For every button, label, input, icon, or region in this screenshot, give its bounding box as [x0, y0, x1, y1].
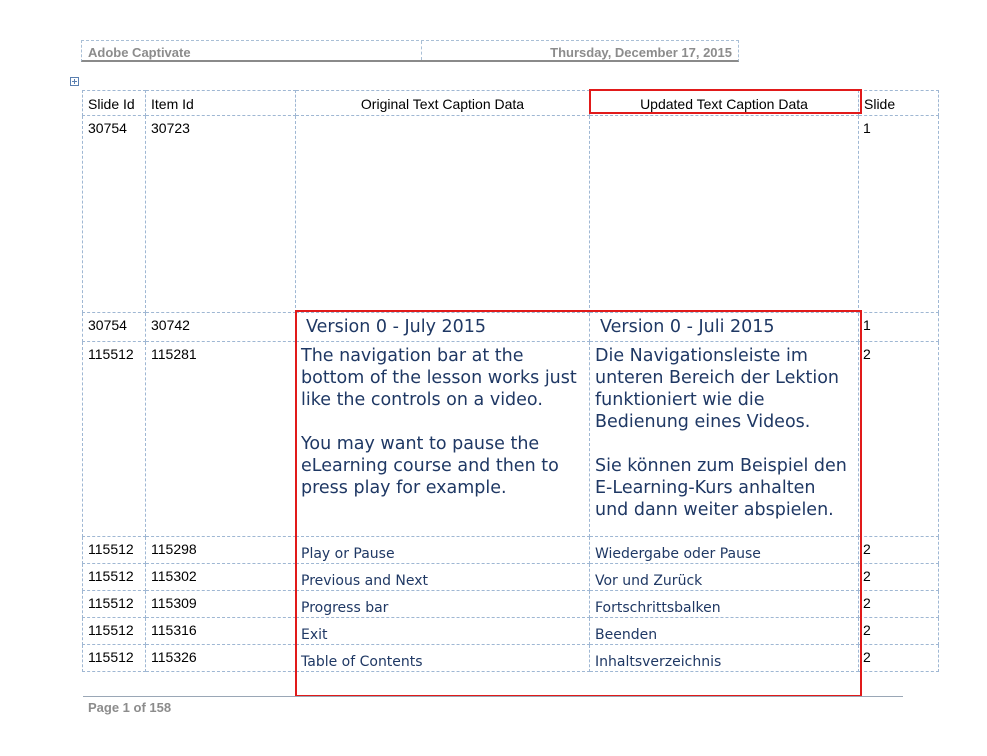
cell-slide: 1	[859, 313, 939, 342]
cell-slide: 2	[859, 618, 939, 645]
cell-item-id: 30742	[146, 313, 296, 342]
cell-slide-id: 30754	[83, 116, 146, 313]
updated-text: Beenden	[595, 627, 658, 643]
cell-updated-text[interactable]	[590, 116, 859, 313]
cell-item-id: 115326	[146, 645, 296, 672]
cell-item-id: 115298	[146, 537, 296, 564]
header-app-name: Adobe Captivate	[88, 45, 191, 60]
updated-text: Fortschrittsbalken	[595, 600, 721, 616]
updated-text: Die Navigationsleiste im unteren Bereich der Lektion funktioniert wie die Bedienung eines Videos. Sie können zum Beispiel den E-Learning-Kurs anhalten und dann weiter abspielen.	[595, 346, 847, 520]
document-header	[81, 40, 739, 62]
original-text: Previous and Next	[301, 573, 429, 589]
cell-item-id: 115281	[146, 342, 296, 537]
cell-slide-id: 115512	[83, 564, 146, 591]
cell-original-text[interactable]	[296, 116, 590, 313]
cell-slide-id: 115512	[83, 537, 146, 564]
updated-text: Version 0 - Juli 2015	[600, 317, 775, 337]
table-move-handle-icon[interactable]	[70, 77, 79, 86]
page-number: Page 1 of 158	[88, 700, 172, 715]
cell-slide: 2	[859, 591, 939, 618]
cell-item-id: 115309	[146, 591, 296, 618]
updated-text: Wiedergabe oder Pause	[595, 546, 761, 562]
table-row	[83, 116, 939, 313]
cell-slide-id: 115512	[83, 645, 146, 672]
original-text: Version 0 - July 2015	[306, 317, 487, 337]
cell-item-id: 115302	[146, 564, 296, 591]
cell-item-id: 30723	[146, 116, 296, 313]
footer-divider	[83, 696, 903, 697]
highlight-box-updated-header	[589, 89, 862, 114]
cell-slide-id: 115512	[83, 618, 146, 645]
updated-text: Vor und Zurück	[595, 573, 703, 589]
original-text: Play or Pause	[301, 546, 395, 562]
col-header-updated-text: Updated Text Caption Data	[590, 91, 859, 116]
cell-slide: 2	[859, 342, 939, 537]
header-divider	[421, 41, 422, 60]
original-text: The navigation bar at the bottom of the lesson works just like the controls on a video. You may want to pause the eLearning course and then to press play for example.	[301, 346, 577, 498]
cell-slide-id: 115512	[83, 591, 146, 618]
cell-slide: 2	[859, 564, 939, 591]
updated-text: Inhaltsverzeichnis	[595, 654, 722, 670]
original-text: Table of Contents	[301, 654, 423, 670]
cell-slide-id: 30754	[83, 313, 146, 342]
cell-slide-id: 115512	[83, 342, 146, 537]
col-header-original-text: Original Text Caption Data	[296, 91, 590, 116]
col-header-slide-id: Slide Id	[83, 91, 146, 116]
original-text: Exit	[301, 627, 328, 643]
col-header-item-id: Item Id	[146, 91, 296, 116]
header-date: Thursday, December 17, 2015	[550, 45, 732, 60]
cell-item-id: 115316	[146, 618, 296, 645]
cell-slide: 2	[859, 537, 939, 564]
cell-slide: 1	[859, 116, 939, 313]
cell-slide: 2	[859, 645, 939, 672]
original-text: Progress bar	[301, 600, 389, 616]
col-header-slide: Slide	[859, 91, 939, 116]
highlight-box-caption-data	[295, 310, 862, 697]
